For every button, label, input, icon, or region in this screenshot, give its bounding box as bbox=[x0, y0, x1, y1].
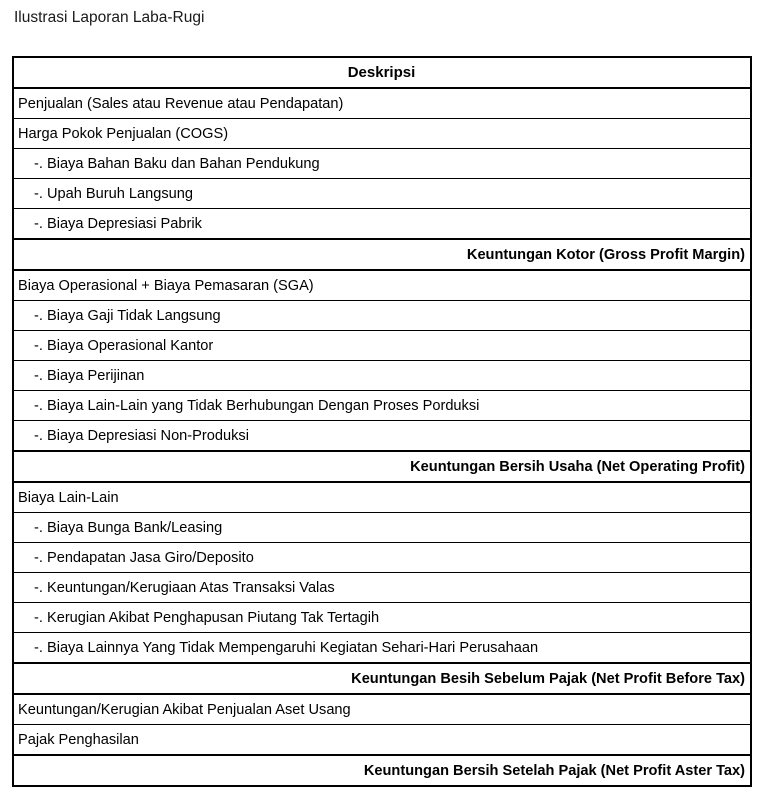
table-row-summary bbox=[13, 663, 751, 694]
table-row-subitem-label: -. Biaya Bunga Bank/Leasing bbox=[13, 513, 751, 543]
table-row-summary bbox=[13, 239, 751, 270]
table-row-summary bbox=[13, 451, 751, 482]
income-statement-table bbox=[12, 56, 752, 787]
table-row-subitem bbox=[13, 543, 751, 573]
table-row-subitem-label: -. Biaya Lainnya Yang Tidak Mempengaruhi Kegiatan Sehari-Hari Perusahaan bbox=[13, 633, 751, 664]
table-row-subitem bbox=[13, 633, 751, 664]
table-row-subitem bbox=[13, 513, 751, 543]
table-row-subitem-label: -. Biaya Depresiasi Pabrik bbox=[13, 209, 751, 240]
table-row-subitem bbox=[13, 573, 751, 603]
table-row-subitem-label: -. Upah Buruh Langsung bbox=[13, 179, 751, 209]
table-row-item-label: Biaya Operasional + Biaya Pemasaran (SGA) bbox=[13, 270, 751, 301]
table-row-item bbox=[13, 88, 751, 119]
table-row-summary-label: Keuntungan Bersih Usaha (Net Operating Profit) bbox=[13, 451, 751, 482]
table-row-subitem bbox=[13, 603, 751, 633]
table-row-subitem-label: -. Pendapatan Jasa Giro/Deposito bbox=[13, 543, 751, 573]
table-row-item-label: Penjualan (Sales atau Revenue atau Pendapatan) bbox=[13, 88, 751, 119]
table-row-item-label: Biaya Lain-Lain bbox=[13, 482, 751, 513]
table-header-row bbox=[13, 58, 751, 88]
table-row-item bbox=[13, 270, 751, 301]
table-row-subitem-label: -. Biaya Operasional Kantor bbox=[13, 331, 751, 361]
table-row-subitem bbox=[13, 149, 751, 179]
table-row-summary-label: Keuntungan Besih Sebelum Pajak (Net Profit Before Tax) bbox=[13, 663, 751, 694]
page-title: Ilustrasi Laporan Laba-Rugi bbox=[14, 9, 205, 26]
table-row-item-label: Harga Pokok Penjualan (COGS) bbox=[13, 119, 751, 149]
table-row-item bbox=[13, 725, 751, 756]
table-row-subitem-label: -. Biaya Depresiasi Non-Produksi bbox=[13, 421, 751, 452]
table-row-subitem-label: -. Biaya Bahan Baku dan Bahan Pendukung bbox=[13, 149, 751, 179]
table-row-subitem-label: -. Biaya Lain-Lain yang Tidak Berhubungan Dengan Proses Porduksi bbox=[13, 391, 751, 421]
table-row-item-label: Keuntungan/Kerugian Akibat Penjualan Aset Usang bbox=[13, 694, 751, 725]
column-header-deskripsi: Deskripsi bbox=[13, 58, 751, 88]
table-row-subitem-label: -. Kerugian Akibat Penghapusan Piutang Tak Tertagih bbox=[13, 603, 751, 633]
table-row-subitem bbox=[13, 331, 751, 361]
table-row-subitem-label: -. Biaya Perijinan bbox=[13, 361, 751, 391]
table-row-subitem bbox=[13, 301, 751, 331]
table-row-subitem bbox=[13, 209, 751, 240]
table-body bbox=[13, 58, 751, 786]
table-row-summary-label: Keuntungan Bersih Setelah Pajak (Net Profit Aster Tax) bbox=[13, 755, 751, 786]
table-row-item bbox=[13, 694, 751, 725]
table-row-subitem bbox=[13, 179, 751, 209]
income-statement-table-container bbox=[12, 56, 748, 787]
table-row-subitem bbox=[13, 361, 751, 391]
table-row-subitem bbox=[13, 391, 751, 421]
table-row-summary-label: Keuntungan Kotor (Gross Profit Margin) bbox=[13, 239, 751, 270]
table-row-item bbox=[13, 119, 751, 149]
table-row-item-label: Pajak Penghasilan bbox=[13, 725, 751, 756]
table-row-subitem-label: -. Keuntungan/Kerugiaan Atas Transaksi Valas bbox=[13, 573, 751, 603]
table-row-subitem-label: -. Biaya Gaji Tidak Langsung bbox=[13, 301, 751, 331]
table-row-summary bbox=[13, 755, 751, 786]
table-row-subitem bbox=[13, 421, 751, 452]
table-row-item bbox=[13, 482, 751, 513]
